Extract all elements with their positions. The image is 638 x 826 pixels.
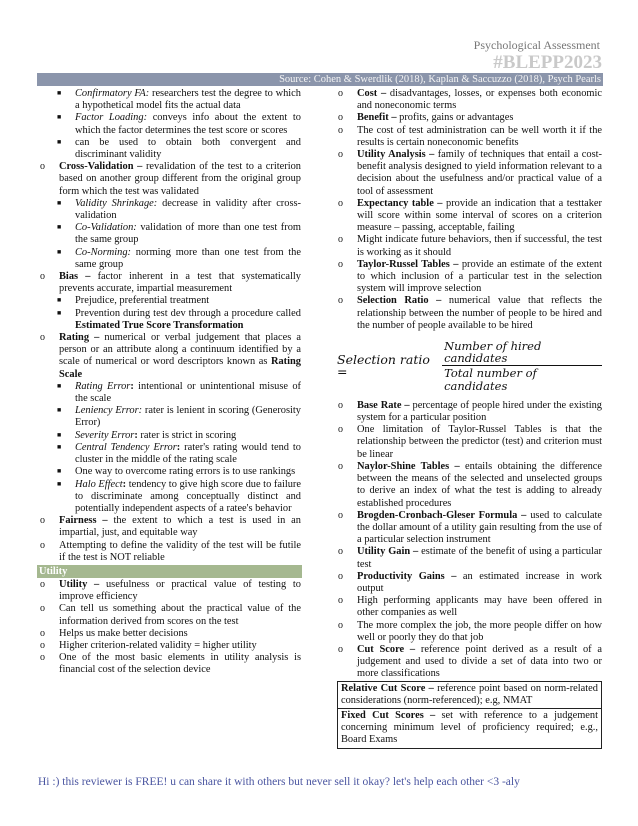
circle-bullet-icon: o: [338, 112, 343, 124]
left-column: [37, 88, 301, 677]
circle-bullet-icon: o: [40, 539, 45, 551]
square-bullet-icon: ■: [57, 89, 62, 97]
list-item: o Brogden-Cronbach-Gleser Formula – used to calculate the dollar amount of a utility gain resulting from the use of a particular selection instrument: [338, 509, 602, 546]
circle-bullet-icon: o: [338, 295, 343, 307]
list-item: o Might indicate future behaviors, then if successful, the test is working as it should: [338, 234, 602, 258]
circle-bullet-icon: o: [338, 124, 343, 136]
square-bullet-icon: ■: [57, 137, 62, 146]
list-item: o Utility Gain – estimate of the benefit of using a particular test: [338, 546, 602, 570]
source-bar: Source: Cohen & Swerdlik (2018), Kaplan & Saccuzzo (2018), Psych Pearls: [37, 73, 603, 86]
square-bullet-icon: ■: [57, 479, 62, 488]
list-confirmatory: [37, 88, 301, 161]
circle-bullet-icon: o: [40, 515, 45, 527]
square-bullet-icon: ■: [57, 430, 62, 439]
circle-bullet-icon: o: [338, 399, 343, 411]
header-subtitle: Psychological Assessment: [473, 38, 600, 52]
circle-bullet-icon: o: [40, 603, 45, 615]
list-base-rate: [337, 400, 602, 681]
square-bullet-icon: ■: [57, 308, 62, 317]
fixed-cut-score-box: Fixed Cut Scores – set with reference to a judgement concerning minimum level of proficiency required; e.g., Board Exams: [337, 709, 602, 749]
circle-bullet-icon: o: [40, 271, 45, 283]
list-item: ■ Validity Shrinkage: decrease in validity after cross-validation: [57, 197, 302, 222]
circle-bullet-icon: o: [338, 424, 343, 436]
circle-bullet-icon: o: [338, 619, 343, 631]
formula-lhs: Selection ratio =: [337, 351, 430, 379]
list-item: o Productivity Gains – an estimated increase in work output: [338, 570, 602, 594]
square-bullet-icon: ■: [57, 467, 62, 476]
list-item: ■ Severity Error: rater is strict in scoring: [57, 429, 237, 441]
list-item: o Cost – disadvantages, losses, or expenses both economic and noneconomic terms: [338, 88, 602, 112]
list-item: o Cut Score – reference point derived as a result of a judgement and used to divide a set of data into two or more classifications: [338, 643, 602, 680]
list-item: o Bias – factor inherent in a test that systematically prevents accurate, impartial measurement: [40, 271, 301, 295]
list-bias: [37, 271, 301, 295]
list-item: o The more complex the job, the more people differ on how well or poorly they do that job: [338, 619, 602, 643]
list-item: o Selection Ratio – numerical value that reflects the relationship between the number of people to be hired and the number of people available to be hired: [338, 295, 602, 331]
circle-bullet-icon: o: [338, 570, 343, 582]
square-bullet-icon: ■: [57, 113, 62, 122]
list-item: o Can tell us something about the practical value of the information derived from scores on the test: [40, 603, 301, 627]
list-cross-validation: [37, 161, 301, 198]
circle-bullet-icon: o: [40, 578, 45, 590]
formula-numerator: Number of hired candidates: [442, 340, 602, 366]
list-item: o Cross-Validation – revalidation of the test to a criterion based on another group different from the original group form which the test was validated: [40, 161, 301, 197]
list-item: o Utility – usefulness or practical value of testing to improve efficiency: [40, 578, 301, 603]
list-item: o Naylor-Shine Tables – entails obtaining the difference between the means of the selected and unselected groups to derive an index of what the test is adding to already established procedures: [338, 460, 602, 509]
list-cost: [337, 88, 602, 332]
right-column: [337, 88, 602, 749]
list-item: o Fairness – the extent to which a test is used in an impartial, just, and equitable way: [40, 515, 301, 539]
square-bullet-icon: ■: [57, 296, 62, 305]
square-bullet-icon: ■: [57, 381, 62, 390]
relative-cut-score-box: Relative Cut Score – reference point based on norm-related considerations (norm-referenced); e.g, NMAT: [337, 681, 602, 709]
list-item: ■ Prejudice, preferential treatment: [57, 295, 210, 307]
header-title: #BLEPP2023: [493, 52, 602, 73]
list-item: ■ Factor Loading: conveys info about the extent to which the factor determines the test score or scores: [57, 112, 302, 136]
circle-bullet-icon: o: [338, 149, 343, 161]
circle-bullet-icon: o: [338, 197, 343, 209]
circle-bullet-icon: o: [338, 258, 343, 270]
list-item: ■ Co-Norming: norming more than one test from the same group: [57, 246, 301, 270]
list-item: ■ Rating Error: intentional or unintentional misuse of the scale: [57, 380, 301, 405]
list-item: ■ Halo Effect: tendency to give high score due to failure to discriminate among conceptually distinct and potentially independent aspects of a ratee's behavior: [57, 478, 301, 514]
circle-bullet-icon: o: [40, 161, 45, 173]
circle-bullet-icon: o: [40, 639, 45, 651]
list-item: o Rating – numerical or verbal judgement that places a person or an attribute along a continuum identified by a scale of numerical or word descriptors known as Rating Scale: [40, 332, 301, 380]
circle-bullet-icon: o: [338, 643, 343, 655]
square-bullet-icon: ■: [57, 442, 62, 451]
circle-bullet-icon: o: [338, 234, 343, 246]
circle-bullet-icon: o: [40, 627, 45, 639]
list-item: o Helps us make better decisions: [40, 627, 188, 639]
circle-bullet-icon: o: [338, 546, 343, 558]
list-item: o Higher criterion-related validity = higher utility: [40, 639, 257, 651]
list-item: ■ One way to overcome rating errors is to use rankings: [57, 466, 296, 478]
square-bullet-icon: ■: [57, 223, 62, 232]
list-rating-sub: [37, 381, 301, 515]
list-item: ■ Co-Validation: validation of more than one test from the same group: [57, 222, 301, 246]
square-bullet-icon: ■: [57, 198, 62, 207]
list-bias-sub: [37, 295, 301, 332]
list-cv-sub: [37, 198, 301, 271]
list-rating: [37, 332, 301, 381]
circle-bullet-icon: o: [338, 595, 343, 607]
section-header-utility: Utility: [37, 565, 302, 578]
list-item: o Benefit – profits, gains or advantages: [338, 112, 514, 124]
list-item: o One limitation of Taylor-Russel Tables is that the relationship between the predictor (test) and criterion must be linear: [338, 424, 602, 460]
list-item: o Expectancy table – provide an indication that a testtaker will score within some interval of scores on a criterion measure – passing, acceptable, failing: [338, 197, 602, 234]
circle-bullet-icon: o: [338, 88, 343, 99]
list-item: ■ Leniency Error: rater is lenient in scoring (Generosity Error): [57, 405, 301, 429]
list-fairness: [37, 515, 301, 564]
list-item: o Base Rate – percentage of people hired under the existing system for a particular position: [338, 399, 602, 424]
list-item: o High performing applicants may have been offered in other companies as well: [338, 595, 602, 619]
list-item: o Attempting to define the validity of the test will be futile if the test is NOT reliable: [40, 539, 301, 563]
circle-bullet-icon: o: [40, 652, 45, 664]
list-item: o Taylor-Russel Tables – provide an estimate of the extent to which inclusion of a particular test in the selection system will improve selection: [338, 258, 602, 295]
circle-bullet-icon: o: [338, 460, 343, 472]
circle-bullet-icon: o: [40, 332, 45, 344]
list-item: o Utility Analysis – family of techniques that entail a cost-benefit analysis designed to yield information relevant to a decision about the usefulness and/or practical value of a tool of assessment: [338, 149, 602, 197]
formula-fraction: [442, 340, 602, 392]
list-item: ■ Confirmatory FA: researchers test the degree to which a hypothetical model fits the actual data: [57, 88, 301, 112]
list-item: o The cost of test administration can be well worth it if the results is certain noneconomic benefits: [338, 124, 602, 148]
square-bullet-icon: ■: [57, 247, 62, 256]
selection-ratio-formula: [337, 340, 602, 392]
formula-denominator: Total number of candidates: [444, 366, 537, 393]
circle-bullet-icon: o: [338, 509, 343, 521]
list-item: ■ Prevention during test dev through a procedure called Estimated True Score Transformation: [57, 307, 301, 331]
list-item: ■ Central Tendency Error: rater's rating would tend to cluster in the middle of the rating scale: [57, 441, 302, 466]
list-utility: [37, 579, 301, 677]
list-item: o One of the most basic elements in utility analysis is financial cost of the selection device: [40, 652, 301, 676]
square-bullet-icon: ■: [57, 406, 62, 415]
footer-note: Hi :) this reviewer is FREE! u can share it with others but never sell it okay? let's help each other <3 -aly: [38, 776, 520, 788]
list-item: ■ can be used to obtain both convergent and discriminant validity: [57, 136, 301, 161]
